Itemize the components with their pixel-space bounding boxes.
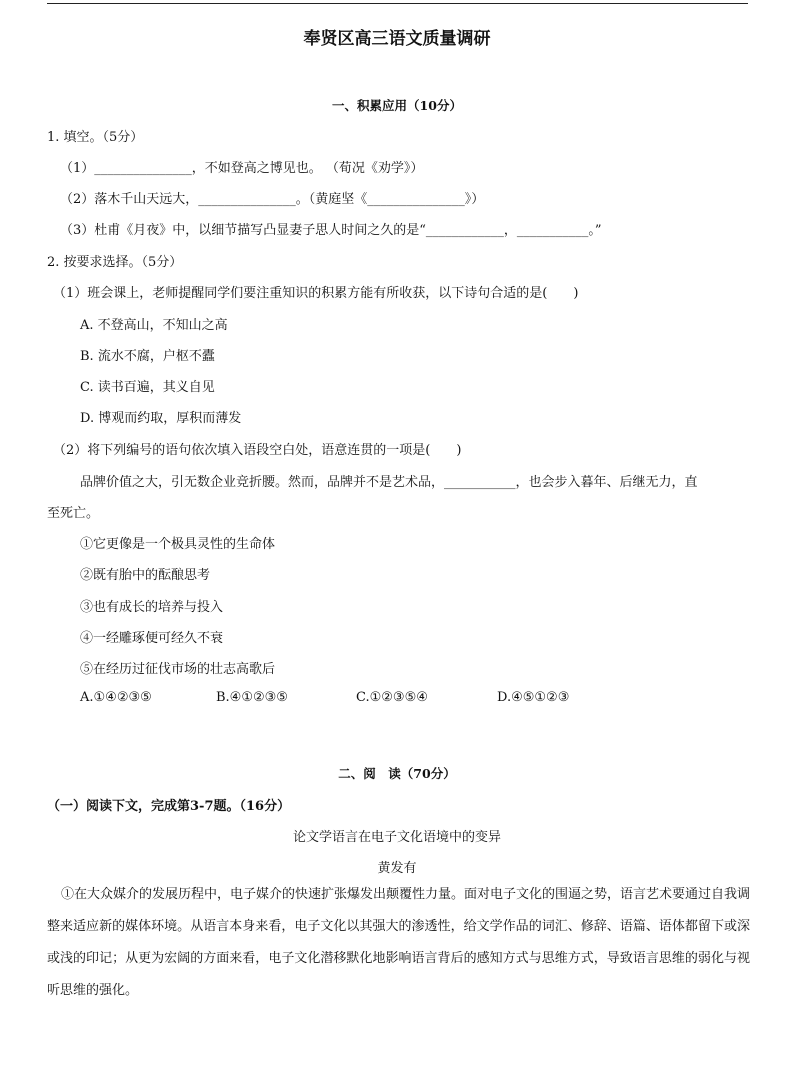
choice-a: A.①④②③⑤ (80, 690, 152, 705)
q1-item-2: （2）落木千山天远大，_______________。（黄庭坚《_______________》） (60, 192, 485, 207)
article-title: 论文学语言在电子文化语境中的变异 (292, 830, 501, 845)
q1-item-3: （3）杜甫《月夜》中，以细节描写凸显妻子思人时间之久的是“____________，___________。” (60, 223, 602, 238)
choice-c: C.①②③⑤④ (356, 690, 428, 705)
page-title: 奉贤区高三语文质量调研 (303, 29, 491, 49)
sentence-5: ⑤在经历过征伐市场的壮志高歌后 (80, 662, 276, 677)
q2-sub1-option-d: D. 博观而约取，厚积而薄发 (80, 411, 242, 426)
article-author: 黄发有 (377, 861, 417, 876)
part1-heading: （一）阅读下文，完成第3-7题。（16分） (47, 799, 291, 814)
q2-stem: 2. 按要求选择。（5分） (47, 255, 183, 270)
q2-sub1-option-a: A. 不登高山，不知山之高 (80, 318, 228, 333)
sentence-1: ①它更像是一个极具灵性的生命体 (80, 537, 276, 552)
article-paragraph-1: ①在大众媒介的发展历程中，电子媒介的快速扩张爆发出颠覆性力量。面对电子文化的围逼之势，语言艺术要通过自我调整来适应新的媒体环境。从语言本身来看，电子文化以其强大的渗透性，给文学作品的词汇、修辞、语篇、语体都留下或深或浅的印记；从更为宏阔的方面来看，电子文化潜移默化地影响语言背后的感知方式与思维方式，导致语言思维的弱化与视听思维的强化。 (47, 887, 751, 998)
q1-item-1: （1）_______________，不如登高之博见也。 （荀况《劝学》） (60, 161, 424, 176)
q2-sub2-passage-line2: 至死亡。 (47, 506, 100, 521)
sentence-4: ④一经雕琢便可经久不衰 (80, 631, 224, 646)
choice-d: D.④⑤①②③ (497, 690, 570, 705)
q1-stem: 1. 填空。（5分） (47, 130, 144, 145)
q2-sub2-passage-line1: 品牌价值之大，引无数企业竞折腰。然而，品牌并不是艺术品，___________，也会步入暮年、后继无力，直 (80, 475, 698, 490)
q2-sub1-stem: （1）班会课上，老师提醒同学们要注重知识的积累方能有所收获，以下诗句合适的是( ) (53, 286, 579, 301)
sentence-2: ②既有胎中的酝酿思考 (80, 568, 211, 583)
sentence-3: ③也有成长的培养与投入 (80, 600, 224, 615)
section1-heading: 一、积累应用（10分） (332, 98, 462, 113)
header-rule (47, 3, 748, 4)
q2-sub1-option-c: C. 读书百遍，其义自见 (80, 380, 215, 395)
section2-heading: 二、阅 读（70分） (338, 766, 456, 781)
choice-b: B.④①②③⑤ (216, 690, 288, 705)
q2-sub2-stem: （2）将下列编号的语句依次填入语段空白处，语意连贯的一项是( ) (53, 443, 462, 458)
q2-sub1-option-b: B. 流水不腐，户枢不蠹 (80, 349, 215, 364)
